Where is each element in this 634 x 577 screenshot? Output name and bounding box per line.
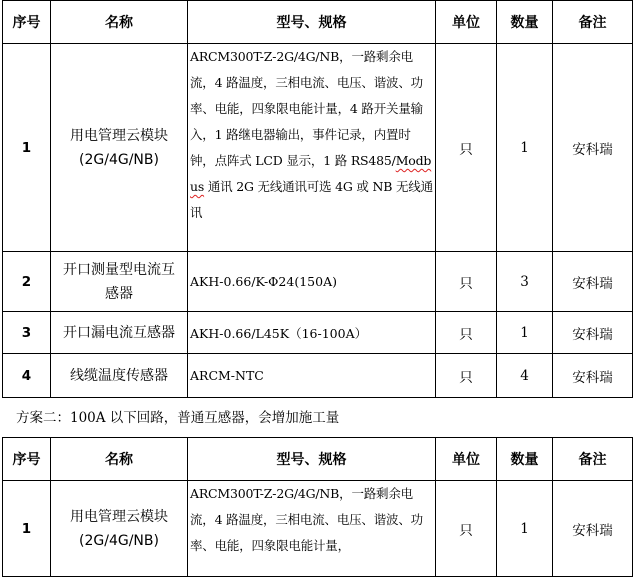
row-remark: 安科瑞 (553, 481, 633, 577)
row-qty: 3 (497, 252, 553, 312)
row-seq: 1 (3, 481, 51, 577)
row-unit: 只 (436, 312, 497, 354)
row-name: 线缆温度传感器 (51, 354, 188, 398)
header-row (3, 1, 633, 44)
row-name-line2: 感器 (105, 285, 133, 302)
header-name: 名称 (51, 438, 188, 481)
row-remark: 安科瑞 (553, 252, 633, 312)
row-remark: 安科瑞 (553, 44, 633, 252)
spec-text-b: 通讯 2G 无线通讯可选 4G 或 NB 无线通讯 (190, 179, 433, 220)
row-unit: 只 (436, 252, 497, 312)
scheme1-table (2, 0, 633, 398)
header-remark: 备注 (553, 438, 633, 481)
row-name (51, 481, 188, 577)
row-remark: 安科瑞 (553, 312, 633, 354)
scheme2-note: 方案二：100A 以下回路，普通互感器，会增加施工量 (16, 410, 340, 426)
row-qty: 4 (497, 354, 553, 398)
header-spec: 型号、规格 (188, 438, 436, 481)
row-seq: 1 (3, 44, 51, 252)
header-name: 名称 (51, 1, 188, 44)
row-spec: AKH-0.66/K-Φ24(150A) (188, 252, 436, 312)
row-seq: 3 (3, 312, 51, 354)
header-unit: 单位 (436, 438, 497, 481)
row-name-line1: 开口测量型电流互 (63, 261, 175, 278)
row-name-line2: (2G/4G/NB) (79, 151, 159, 168)
spec-text-a: ARCM300T-Z-2G/4G/NB，一路剩余电流，4 路温度，三相电流、电压、谐波、功率、电能，四象限电能计量，4 路开关量输入，1 路继电器输出，事件记录，内置时钟，点阵式 LCD 显示，1 路 RS485/ (190, 49, 423, 168)
row-name-line1: 用电管理云模块 (70, 508, 168, 525)
row-name: 开口漏电流互感器 (51, 312, 188, 354)
table-row (3, 354, 633, 398)
header-seq: 序号 (3, 438, 51, 481)
row-qty: 1 (497, 481, 553, 577)
table-row (3, 44, 633, 252)
header-qty: 数量 (497, 438, 553, 481)
row-spec (188, 44, 436, 252)
row-seq: 2 (3, 252, 51, 312)
table-row (3, 481, 633, 577)
row-name-line1: 用电管理云模块 (70, 127, 168, 144)
row-spec: ARCM300T-Z-2G/4G/NB，一路剩余电流，4 路温度，三相电流、电压、谐波、功率、电能，四象限电能计量， (188, 481, 436, 577)
row-remark: 安科瑞 (553, 354, 633, 398)
row-unit: 只 (436, 354, 497, 398)
header-row (3, 438, 633, 481)
header-unit: 单位 (436, 1, 497, 44)
row-unit: 只 (436, 481, 497, 577)
spec-text-modbus: Modbus (190, 153, 432, 194)
header-qty: 数量 (497, 1, 553, 44)
row-unit: 只 (436, 44, 497, 252)
row-spec: AKH-0.66/L45K（16-100A） (188, 312, 436, 354)
header-remark: 备注 (553, 1, 633, 44)
scheme2-table (2, 437, 633, 577)
table-row (3, 312, 633, 354)
row-name (51, 252, 188, 312)
row-qty: 1 (497, 312, 553, 354)
row-name (51, 44, 188, 252)
header-seq: 序号 (3, 1, 51, 44)
row-spec: ARCM-NTC (188, 354, 436, 398)
row-name-line2: (2G/4G/NB) (79, 532, 159, 549)
header-spec: 型号、规格 (188, 1, 436, 44)
row-seq: 4 (3, 354, 51, 398)
row-qty: 1 (497, 44, 553, 252)
table-row (3, 252, 633, 312)
